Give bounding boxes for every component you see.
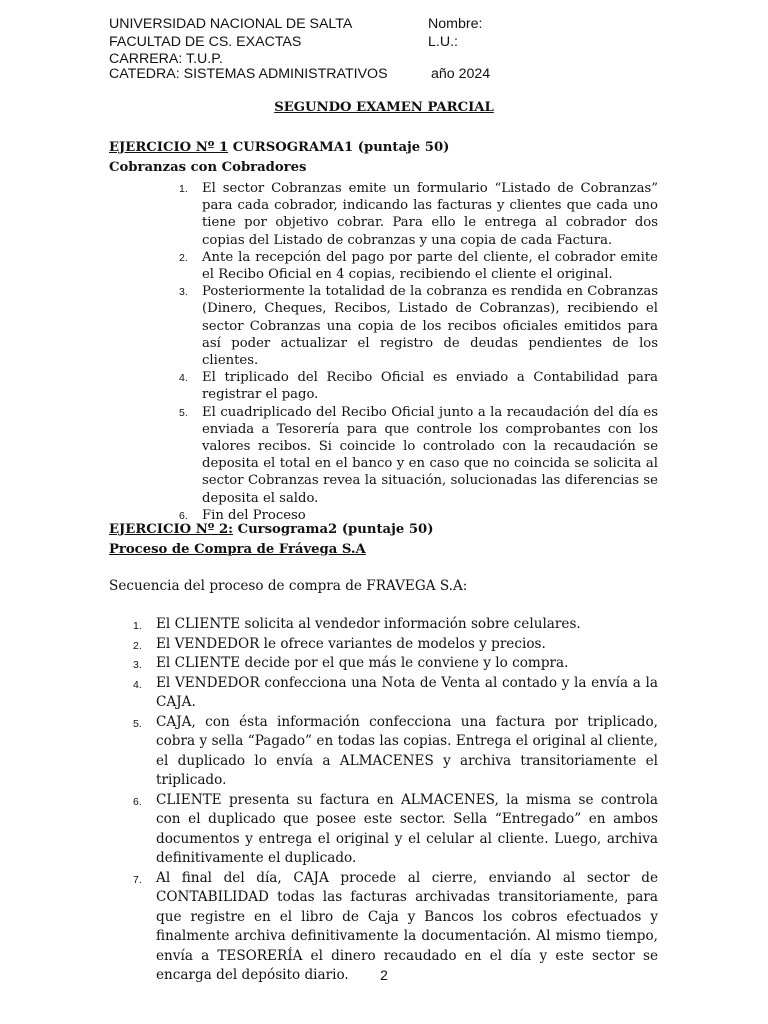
exercise2-subtitle: Proceso de Compra de Frávega S.A bbox=[109, 542, 366, 557]
exercise1-list bbox=[179, 180, 658, 524]
exercise2-heading bbox=[109, 521, 433, 539]
list-item-text: El sector Cobranzas emite un formulario “Listado de Cobranzas” para cada cobrador, indicando las facturas y clientes que cada uno tiene por objetivo cobrar. Para ello le entrega al cobrador dos copias del Listado de cobranzas y una copia de cada Factura. bbox=[202, 181, 658, 248]
list-item-text: El triplicado del Recibo Oficial es enviado a Contabilidad para registrar el pago. bbox=[202, 370, 658, 403]
exercise1-title: CURSOGRAMA1 (puntaje 50) bbox=[228, 140, 450, 155]
list-item bbox=[133, 674, 658, 713]
list-item-number: 6. bbox=[133, 795, 142, 808]
exam-title: SEGUNDO EXAMEN PARCIAL bbox=[274, 100, 494, 115]
list-item-text: Al final del día, CAJA procede al cierre, enviando al sector de CONTABILIDAD todas las facturas archivadas transitoriamente, para que registre en el libro de Caja y Bancos los cobros efectuados y finalmente archiva definitivamente la documentación. Al mismo tiempo, envía a TESORERÍA el dinero recaudado en el día y este sector se encarga del depósito diario. bbox=[156, 869, 658, 983]
exercise1-subtitle: Cobranzas con Cobradores bbox=[109, 160, 307, 175]
list-item-number: 5. bbox=[179, 406, 188, 419]
list-item-number: 3. bbox=[133, 659, 142, 671]
list-item-text: El VENDEDOR confecciona una Nota de Venta al contado y la envía a la CAJA. bbox=[156, 674, 658, 710]
header-chair: CATEDRA: SISTEMAS ADMINISTRATIVOS bbox=[109, 66, 388, 82]
list-item bbox=[133, 654, 658, 674]
list-item bbox=[179, 404, 658, 507]
list-item-number: 5. bbox=[133, 717, 142, 730]
list-item-text: El CLIENTE solicita al vendedor información sobre celulares. bbox=[156, 616, 581, 632]
exercise2-intro: Secuencia del proceso de compra de FRAVEGA S.A: bbox=[109, 578, 468, 594]
list-item-text: CAJA, con ésta información confecciona una factura por triplicado, cobra y sella “Pagado” en todas las copias. Entrega el original al cliente, el duplicado lo envía a ALMACENES y archiva transitoriamente el triplicado. bbox=[156, 713, 658, 788]
list-item-number: 1. bbox=[179, 183, 188, 195]
header-faculty: FACULTAD DE CS. EXACTAS bbox=[109, 33, 302, 50]
list-item bbox=[179, 369, 658, 403]
list-item-text: El CLIENTE decide por el que más le conviene y lo compra. bbox=[156, 655, 569, 671]
list-item-number: 1. bbox=[133, 620, 142, 632]
page-number: 2 bbox=[380, 967, 388, 983]
list-item-number: 4. bbox=[133, 678, 142, 691]
exercise1-heading bbox=[109, 139, 449, 157]
list-item bbox=[179, 180, 658, 249]
list-item-number: 2. bbox=[179, 251, 188, 264]
list-item-text: Fin del Proceso bbox=[202, 507, 306, 523]
list-item bbox=[179, 249, 658, 283]
header-lu-label: L.U.: bbox=[428, 33, 458, 50]
list-item-number: 2. bbox=[133, 639, 142, 652]
header-name-label: Nombre: bbox=[428, 16, 483, 32]
list-item bbox=[133, 713, 658, 791]
list-item bbox=[133, 791, 658, 869]
exercise1-label: EJERCICIO Nº 1 bbox=[109, 140, 229, 155]
list-item-text: CLIENTE presenta su factura en ALMACENES, la misma se controla con el duplicado que posee este sector. Sella “Entregado” en ambos documentos y entrega el original y el celular al cliente. Luego, archiva definitivamente el duplicado. bbox=[156, 791, 658, 866]
list-item-number: 6. bbox=[179, 509, 188, 522]
list-item-text: El cuadriplicado del Recibo Oficial junto a la recaudación del día es enviada a Tesorería para que controle los comprobantes con los valores recibos. Si coincide lo controlado con la recaudación se deposita el total en el banco y en caso que no coincida se solicita al sector Cobranzas revea la situación, solucionadas las diferencias se deposita el saldo. bbox=[202, 404, 658, 506]
list-item-text: Posteriormente la totalidad de la cobranza es rendida en Cobranzas (Dinero, Cheques, Recibos, Listado de Cobranzas), recibiendo el sector Cobranzas una copia de los recibos oficiales emitidos para así poder actualizar el registro de deudas pendientes de los clientes. bbox=[202, 284, 658, 369]
header-career: CARRERA: T.U.P. bbox=[109, 51, 223, 67]
list-item bbox=[179, 283, 658, 369]
list-item-text: Ante la recepción del pago por parte del cliente, el cobrador emite el Recibo Oficial en 4 copias, recibiendo el cliente el original. bbox=[202, 249, 658, 283]
list-item-number: 4. bbox=[179, 372, 188, 385]
list-item-text: El VENDEDOR le ofrece variantes de modelos y precios. bbox=[156, 635, 546, 652]
list-item-number: 7. bbox=[133, 873, 142, 886]
list-item-number: 3. bbox=[179, 286, 188, 299]
header-university: UNIVERSIDAD NACIONAL DE SALTA bbox=[109, 16, 353, 32]
list-item bbox=[133, 615, 658, 635]
exercise2-title: Cursograma2 (puntaje 50) bbox=[233, 522, 434, 537]
exercise2-list bbox=[133, 615, 658, 986]
header-year: año 2024 bbox=[431, 66, 491, 82]
list-item bbox=[133, 635, 658, 655]
exercise2-label: EJERCICIO Nº 2: bbox=[109, 522, 233, 537]
